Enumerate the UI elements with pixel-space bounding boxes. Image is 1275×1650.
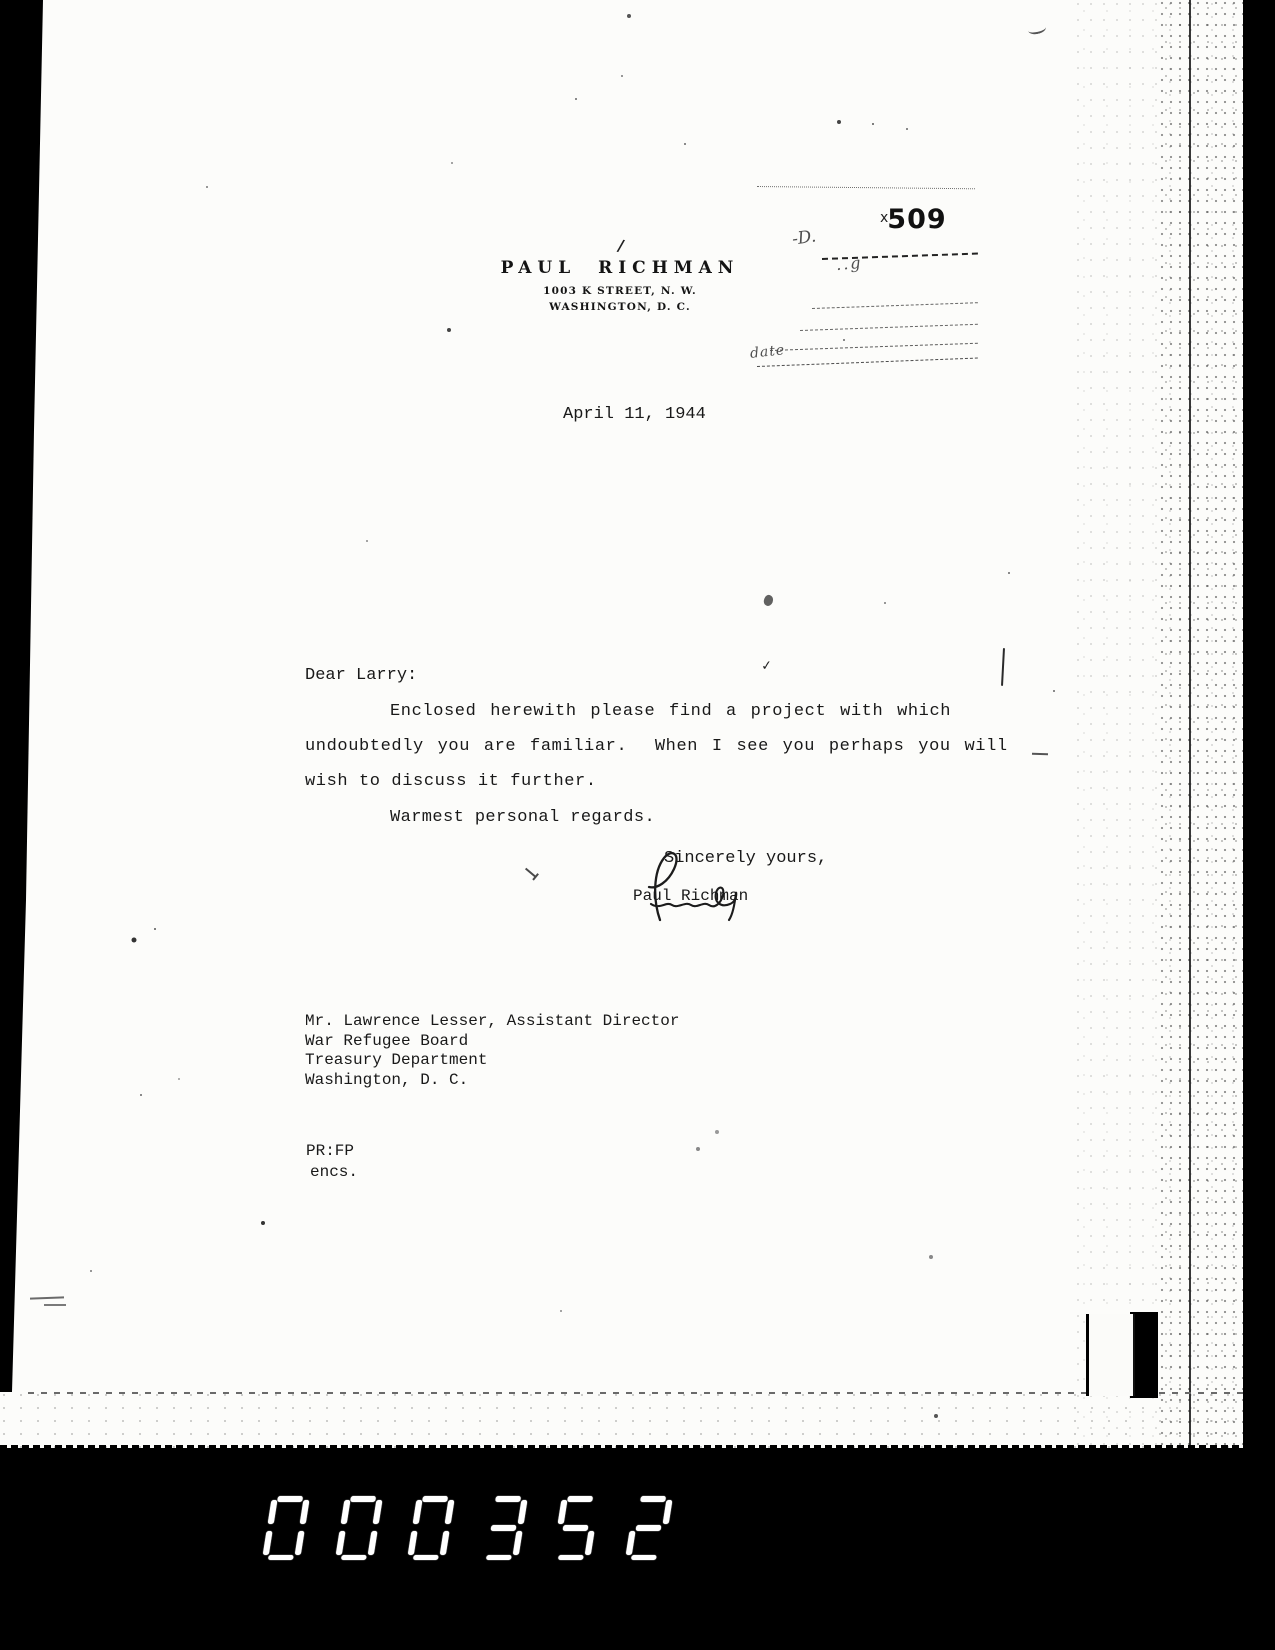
pen-mark-dash-1	[30, 1296, 64, 1299]
frame-counter-digit	[407, 1496, 455, 1560]
stamp-rule-line	[757, 358, 978, 367]
film-edge-right	[1243, 0, 1275, 1650]
pen-mark-corner	[1027, 22, 1047, 36]
letterhead-city: WASHINGTON, D. C.	[549, 301, 691, 313]
ink-smudge	[762, 594, 774, 608]
film-edge-left	[0, 0, 46, 1392]
body-line-3: wish to discuss it further.	[305, 772, 597, 791]
film-bottom-fringe	[0, 1445, 1275, 1449]
typist-reference: PR:FP	[306, 1142, 355, 1160]
film-bottom-dust	[0, 1390, 1275, 1448]
stamp-handwriting-mid: ..g	[835, 252, 864, 275]
pen-mark-arrow	[521, 863, 541, 883]
enclosure-note: encs.	[310, 1163, 359, 1181]
body-line-2: undoubtedly you are familiar. When I see you perhaps you will	[305, 737, 1008, 756]
frame-counter-digit	[480, 1496, 528, 1560]
frame-counter-digit	[335, 1496, 383, 1560]
stamp-rule-line	[812, 302, 978, 309]
receipt-stamp	[740, 170, 990, 380]
stamp-rule-line	[800, 324, 978, 331]
stamp-rule-line	[770, 343, 978, 351]
frame-counter-digit	[262, 1496, 310, 1560]
frame-counter-digit	[552, 1496, 600, 1560]
recipient-line-3: Treasury Department	[305, 1051, 488, 1069]
letterhead-street: 1003 K STREET, N. W.	[543, 285, 697, 297]
stamp-number-prefix: x	[880, 210, 890, 226]
page-bottom-edge	[28, 1392, 1244, 1394]
stamp-number: $^x$509	[880, 204, 947, 235]
dust-speckles	[0, 0, 2, 2]
body-line-1: Enclosed herewith please find a project with which	[390, 702, 952, 721]
stamp-handwriting-date: date	[749, 342, 786, 362]
recipient-line-1: Mr. Lawrence Lesser, Assistant Director	[305, 1012, 680, 1030]
film-scan-line	[1189, 0, 1191, 1448]
letterhead	[450, 235, 790, 313]
salutation: Dear Larry:	[305, 666, 418, 685]
letterhead-name: PAUL RICHMAN	[500, 258, 740, 278]
pen-mark-vertical-tick	[1001, 648, 1005, 686]
recipient-line-2: War Refugee Board	[305, 1031, 469, 1050]
signature-handwriting	[608, 846, 778, 926]
valediction: Sincerely yours,	[664, 849, 828, 868]
stamp-handwriting-upper: -D.	[790, 226, 818, 250]
regards-line: Warmest personal regards.	[390, 808, 656, 827]
pen-mark-trailing	[1032, 753, 1048, 756]
checkmark-over-letterhead: /	[616, 235, 626, 256]
recipient-line-4: Washington, D. C.	[305, 1070, 469, 1089]
typed-signature: Paul Richman	[633, 887, 749, 905]
frame-counter-digit	[625, 1496, 673, 1560]
checkmark-over-project: ✓	[761, 657, 772, 676]
stamp-rule-line	[757, 186, 975, 189]
film-notch-white	[1086, 1314, 1135, 1396]
frame-counter	[267, 1496, 707, 1560]
recipient-address	[305, 1012, 679, 1090]
pen-mark-dash-2	[44, 1304, 66, 1306]
date-line: April 11, 1944	[563, 405, 706, 424]
